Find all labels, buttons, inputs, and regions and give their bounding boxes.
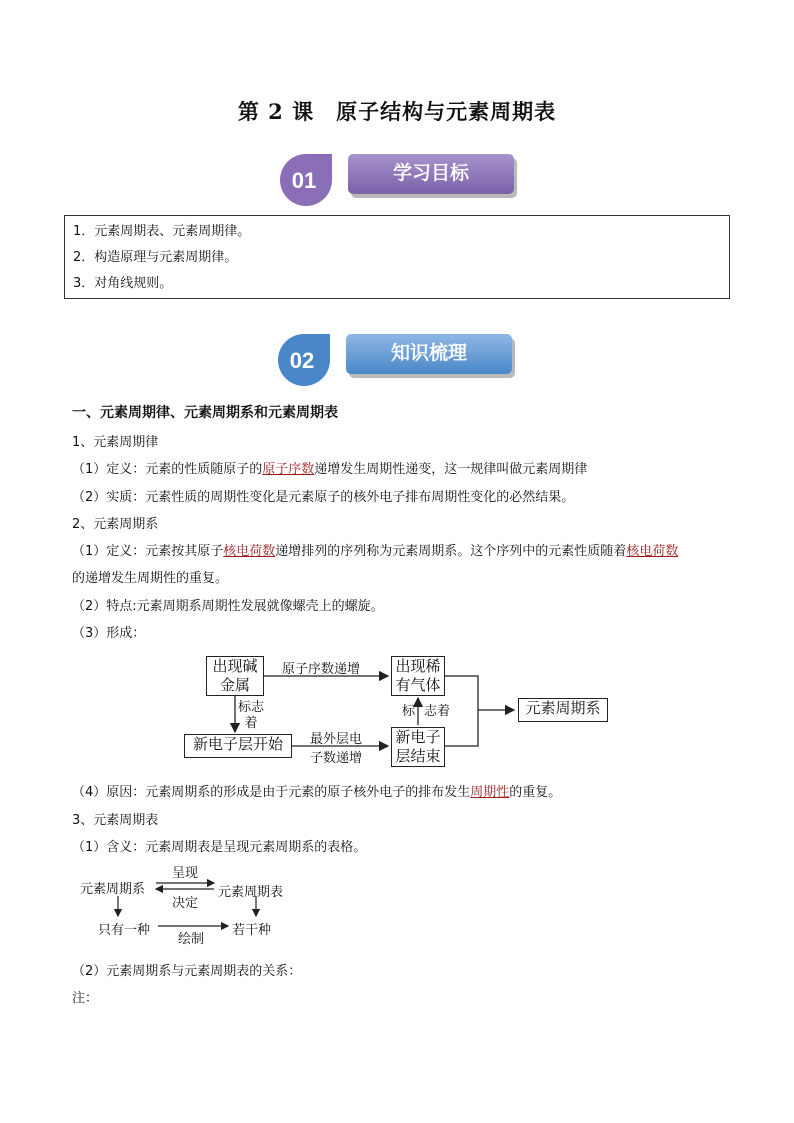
goal-item: 2．构造原理与元素周期律。 bbox=[73, 250, 238, 265]
relation-line: （2）元素周期系与元素周期表的关系： bbox=[72, 964, 302, 979]
rel-label-draw: 绘制 bbox=[178, 932, 205, 947]
node-periodic-system: 元素周期系 bbox=[518, 698, 608, 722]
edge-label-marks-b: 志着 bbox=[424, 704, 451, 719]
essence-line: （2）实质：元素性质的周期性变化是元素原子的核外电子排布周期性变化的必然结果。 bbox=[72, 490, 575, 505]
edge-label-outer-electrons: 最外层电 bbox=[310, 732, 363, 747]
badge-label: 学习目标 bbox=[348, 154, 514, 194]
svg-text:01: 01 bbox=[291, 168, 317, 193]
node-new-shell-start: 新电子层开始 bbox=[184, 734, 292, 758]
section-badge-goals bbox=[276, 150, 526, 206]
rel-periodic-table: 元素周期表 bbox=[218, 885, 284, 900]
edge-label-marks-a: 标 bbox=[402, 704, 416, 719]
badge-circle-icon bbox=[276, 150, 336, 206]
definition-line-2: （1）定义：元素按其原子核电荷数递增排列的序列称为元素周期系。这个序列中的元素性质随着核电荷数 bbox=[72, 544, 679, 559]
goals-box bbox=[64, 215, 730, 299]
feature-line: （2）特点:元素周期系周期性发展就像螺壳上的螺旋。 bbox=[72, 599, 384, 614]
reason-line: （4）原因：元素周期系的形成是由于元素的原子核外电子的排布发生周期性的重复。 bbox=[72, 785, 562, 800]
page-title: 第 2 课 原子结构与元素周期表 bbox=[237, 99, 557, 124]
heading-periodic-system: 2、元素周期系 bbox=[72, 517, 159, 532]
edge-label-marks: 标志着 bbox=[238, 700, 265, 731]
rel-label-present: 呈现 bbox=[172, 866, 199, 881]
heading-periodic-table: 3、元素周期表 bbox=[72, 813, 159, 828]
definition-line: （1）定义：元素的性质随原子的原子序数递增发生周期性递变，这一规律叫做元素周期律 bbox=[72, 462, 588, 477]
node-new-shell-end: 新电子层结束 bbox=[391, 727, 445, 767]
rel-label-determine: 决定 bbox=[172, 896, 199, 911]
badge-label: 知识梳理 bbox=[346, 334, 512, 374]
rel-only-one: 只有一种 bbox=[98, 923, 151, 938]
formation-line: （3）形成： bbox=[72, 626, 146, 641]
node-noble-gas: 出现稀有气体 bbox=[391, 656, 445, 696]
note-line: 注： bbox=[72, 991, 99, 1006]
definition-line-2-cont: 的递增发生周期性的重复。 bbox=[72, 571, 229, 586]
svg-text:02: 02 bbox=[289, 348, 315, 373]
section-badge-knowledge bbox=[274, 330, 524, 386]
section-title: 一、元素周期律、元素周期系和元素周期表 bbox=[72, 405, 338, 421]
rel-periodic-system: 元素周期系 bbox=[80, 882, 146, 897]
edge-label-outer-electrons-2: 子数递增 bbox=[310, 751, 363, 766]
heading-periodic-law: 1、元素周期律 bbox=[72, 435, 159, 450]
node-alkali-metal: 出现碱金属 bbox=[206, 656, 264, 696]
meaning-line: （1）含义：元素周期表是呈现元素周期系的表格。 bbox=[72, 840, 367, 855]
rel-several: 若干种 bbox=[232, 923, 272, 938]
edge-label-atomic-number: 原子序数递增 bbox=[282, 662, 361, 677]
goal-item: 3．对角线规则。 bbox=[73, 276, 173, 291]
badge-circle-icon bbox=[274, 330, 334, 386]
goal-item: 1．元素周期表、元素周期律。 bbox=[73, 224, 251, 239]
